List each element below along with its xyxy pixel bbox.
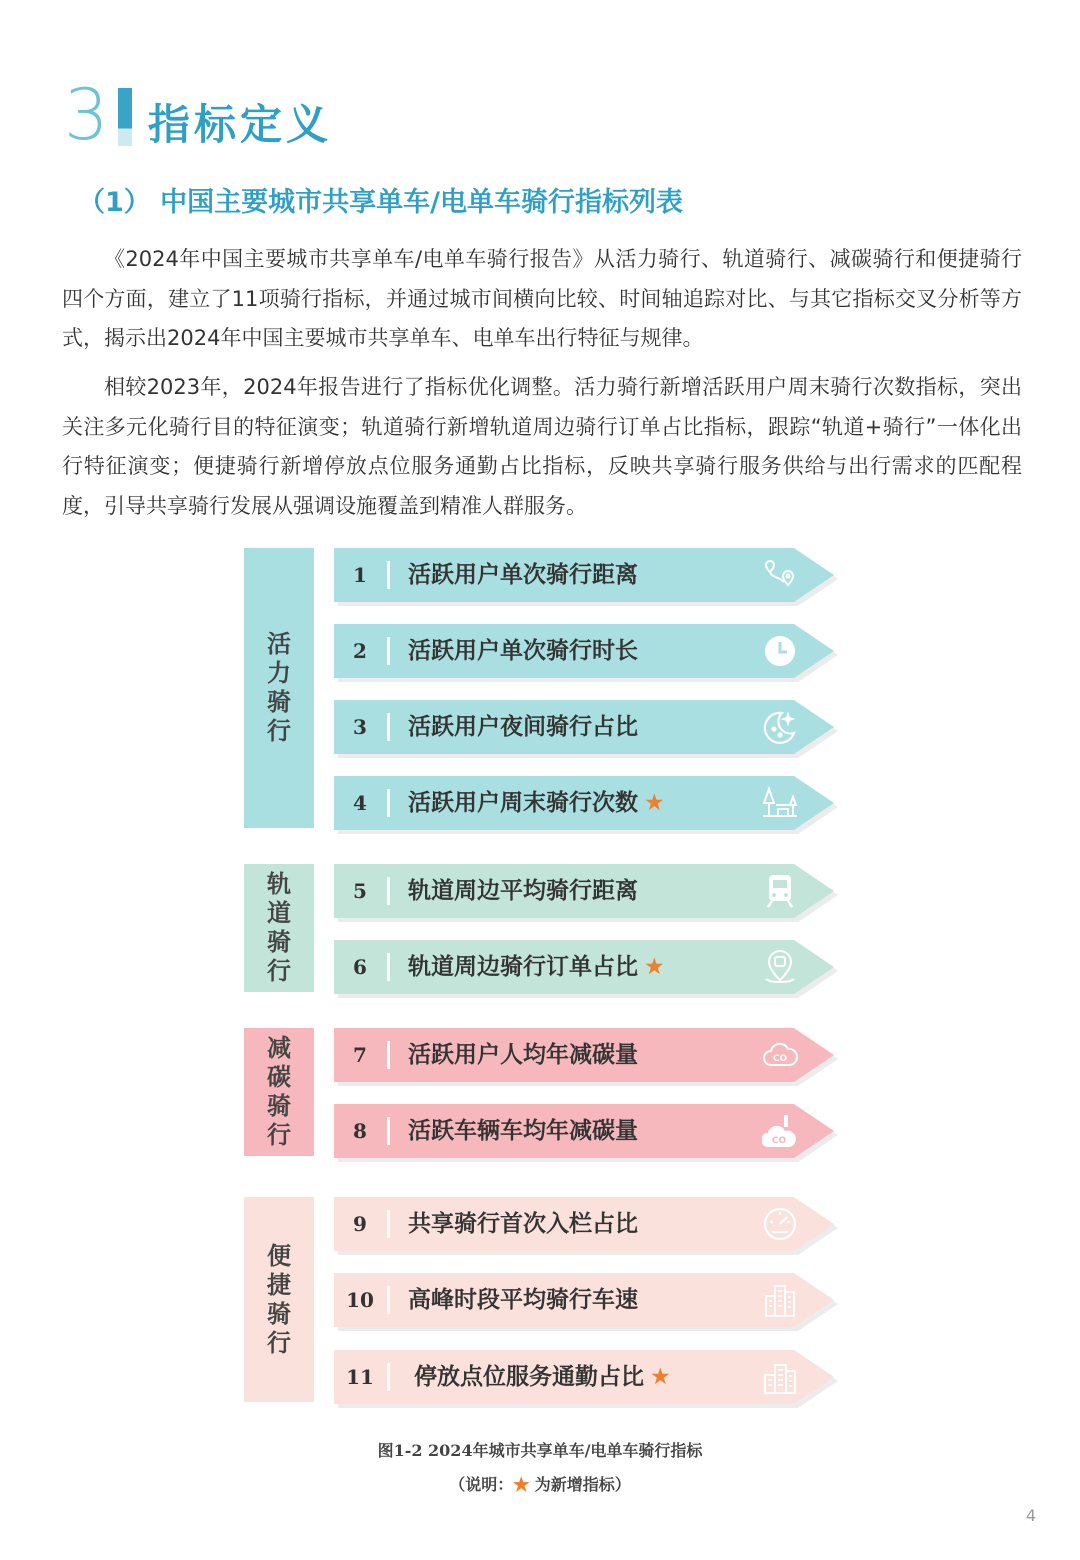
indicator-label: 高峰时段平均骑行车速 <box>408 1287 638 1313</box>
indicator-number: 4 <box>353 791 367 815</box>
group-carbon <box>244 1028 314 1156</box>
indicator-label: 轨道周边骑行订单占比 ★ <box>408 954 665 980</box>
star-icon: ★ <box>513 1475 530 1494</box>
indicator-label: 轨道周边平均骑行距离 <box>408 878 638 904</box>
new-indicator-star: ★ <box>644 790 665 816</box>
indicator-number: 3 <box>353 715 367 739</box>
indicator-1 <box>334 548 834 602</box>
group-label: 便捷骑行 <box>267 1241 291 1357</box>
indicator-number: 8 <box>353 1119 367 1143</box>
indicator-number: 5 <box>353 879 367 903</box>
indicator-8 <box>334 1104 834 1158</box>
adjustment-paragraph: 相较2023年，2024年报告进行了指标优化调整。活力骑行新增活跃用户周末骑行次数指标，突出关注多元化骑行目的特征演变；轨道骑行新增轨道周边骑行订单占比指标，跟踪“轨道+骑行”一体化出行特征演变；便捷骑行新增停放点位服务通勤占比指标，反映共享骑行服务供给与出行需求的匹配程度，引导共享骑行发展从强调设施覆盖到精准人群服务。 <box>62 375 1022 518</box>
group-label: 活力骑行 <box>267 630 291 745</box>
group-rail <box>244 864 314 992</box>
indicator-7 <box>334 1028 834 1082</box>
city-buildings-icon <box>762 1282 798 1318</box>
route-pin-icon <box>762 557 798 593</box>
indicator-label: 活跃用户单次骑行距离 <box>408 562 638 588</box>
indicator-10 <box>334 1273 834 1327</box>
figure-note: （说明：★ 为新增指标） <box>449 1475 631 1494</box>
indicator-label: 活跃车辆车均年减碳量 <box>408 1118 638 1144</box>
indicator-number: 10 <box>346 1288 374 1312</box>
indicator-label: 共享骑行首次入栏占比 <box>408 1211 638 1237</box>
indicator-label: 活跃用户夜间骑行占比 <box>408 714 638 740</box>
indicator-label: 活跃用户人均年减碳量 <box>408 1042 638 1068</box>
intro-paragraph: 《2024年中国主要城市共享单车/电单车骑行报告》从活力骑行、轨道骑行、减碳骑行和便捷骑行四个方面，建立了11项骑行指标，并通过城市间横向比较、时间轴追踪对比、与其它指标交叉分析等方式，揭示出2024年中国主要城市共享单车、电单车出行特征与规律。 <box>62 247 1022 350</box>
clock-icon <box>762 633 798 669</box>
new-indicator-star: ★ <box>644 954 665 980</box>
indicator-2 <box>334 624 834 678</box>
group-convenience <box>244 1197 314 1402</box>
indicator-number: 1 <box>353 563 367 587</box>
section-title: 指标定义 <box>148 100 333 149</box>
indicator-3 <box>334 700 834 754</box>
indicator-11 <box>334 1350 834 1404</box>
co2-factory-icon <box>762 1113 798 1149</box>
svg-text:CO: CO <box>771 1136 787 1146</box>
park-bench-icon <box>762 785 798 821</box>
indicator-label: 活跃用户周末骑行次数 ★ <box>408 790 665 816</box>
indicator-6 <box>334 940 834 994</box>
figure-caption: 图1-2 2024年城市共享单车/电单车骑行指标 <box>377 1441 703 1460</box>
indicator-5 <box>334 864 834 918</box>
metro-pin-icon <box>762 949 798 985</box>
svg-text:CO: CO <box>772 1054 788 1064</box>
indicator-number: 6 <box>353 955 367 979</box>
indicator-number: 7 <box>353 1043 367 1067</box>
office-buildings-icon <box>762 1359 798 1395</box>
train-icon <box>762 873 798 909</box>
new-indicator-star: ★ <box>650 1364 671 1390</box>
moon-stars-icon <box>762 709 798 745</box>
indicator-number: 11 <box>346 1365 374 1389</box>
indicator-number: 2 <box>353 639 367 663</box>
group-label: 减碳骑行 <box>267 1034 291 1149</box>
indicator-9 <box>334 1197 834 1251</box>
co2-cloud-icon <box>762 1037 798 1073</box>
indicator-4 <box>334 776 834 830</box>
group-label: 轨道骑行 <box>267 870 291 985</box>
section-number: 3 <box>64 74 109 156</box>
indicator-label: 停放点位服务通勤占比 ★ <box>414 1364 671 1390</box>
page-number: 4 <box>1025 1506 1036 1525</box>
gauge-icon <box>762 1206 798 1242</box>
indicator-label: 活跃用户单次骑行时长 <box>408 638 638 664</box>
section-accent-bar <box>118 88 132 146</box>
indicator-number: 9 <box>353 1212 367 1236</box>
subsection-title: （1） 中国主要城市共享单车/电单车骑行指标列表 <box>78 187 684 218</box>
group-vitality <box>244 548 314 828</box>
